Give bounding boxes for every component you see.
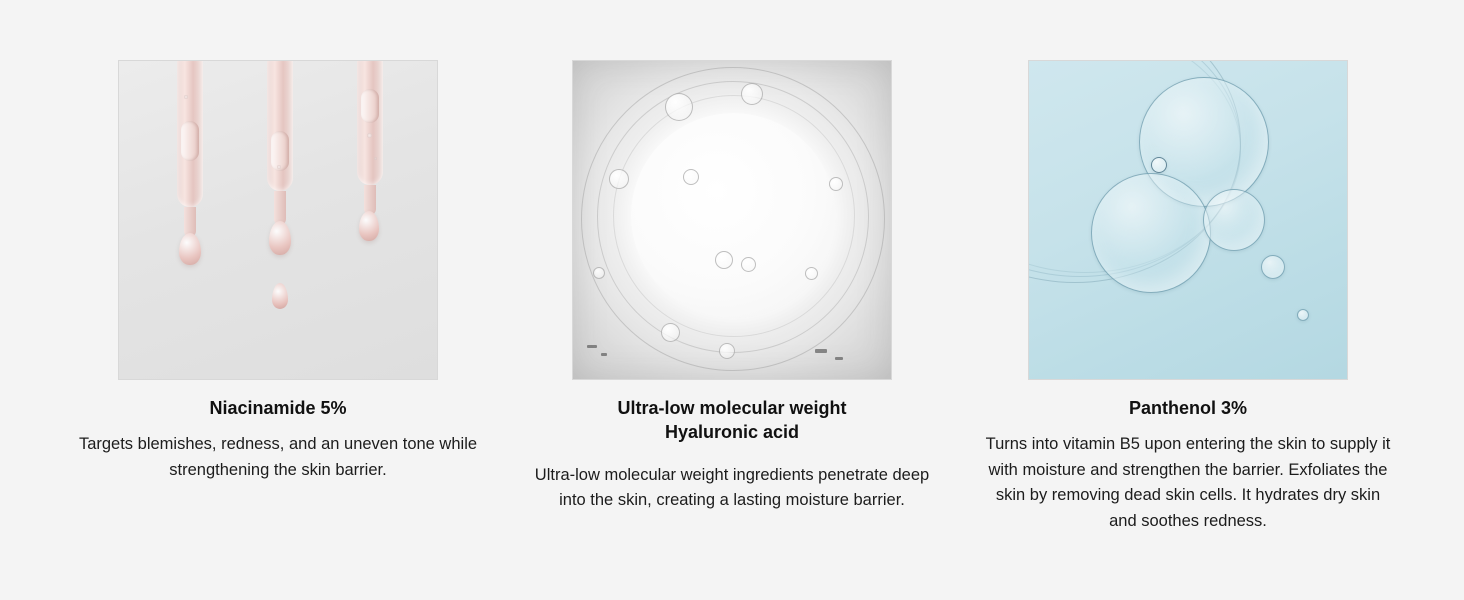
bubble-junction: [1151, 157, 1167, 173]
falling-droplet: [272, 283, 288, 309]
ingredient-card-niacinamide: [68, 60, 488, 483]
pipette-left-drop: [179, 233, 201, 265]
card-title-line-2: Hyaluronic acid: [664, 422, 800, 443]
bubble-medium: [1203, 189, 1265, 251]
card-title: [522, 396, 942, 445]
bubble-small: [1261, 255, 1285, 279]
card-description: Turns into vitamin B5 upon entering the skin to supply it with moisture and strengthen the barrier. Exfoliates the skin by removing dead skin cells. It hydrates dry skin and soothes redness.: [985, 435, 1391, 530]
bubble-large-left: [1091, 173, 1211, 293]
panthenol-bubbles-image: [1028, 60, 1348, 380]
bubble-speck: [184, 95, 188, 99]
card-description: Targets blemishes, redness, and an uneven tone while strengthening the skin barrier.: [78, 435, 478, 479]
bubble-tiny: [1297, 309, 1309, 321]
bubble-speck: [374, 157, 377, 160]
pipette-center-drop: [269, 221, 291, 255]
card-title: Panthenol 3%: [1128, 398, 1248, 418]
bubble-speck: [277, 165, 281, 169]
card-title: Niacinamide 5%: [209, 398, 347, 418]
bubble-speck: [367, 133, 372, 138]
pipette-center-tip: [274, 191, 286, 225]
pipette-left-bulb: [181, 121, 199, 161]
hyaluronic-acid-gel-image: [572, 60, 892, 380]
niacinamide-dropper-image: [118, 60, 438, 380]
gel-vignette: [573, 61, 891, 379]
card-description: Ultra-low molecular weight ingredients penetrate deep into the skin, creating a lasting moisture barrier.: [534, 465, 930, 510]
card-title-line-1: Ultra-low molecular weight: [617, 398, 847, 418]
pipette-center: [267, 60, 293, 191]
pipette-right-drop: [359, 211, 379, 241]
pipette-right-bulb: [361, 89, 379, 123]
ingredient-card-hyaluronic-acid: [522, 60, 942, 514]
ingredient-card-panthenol: [978, 60, 1398, 535]
